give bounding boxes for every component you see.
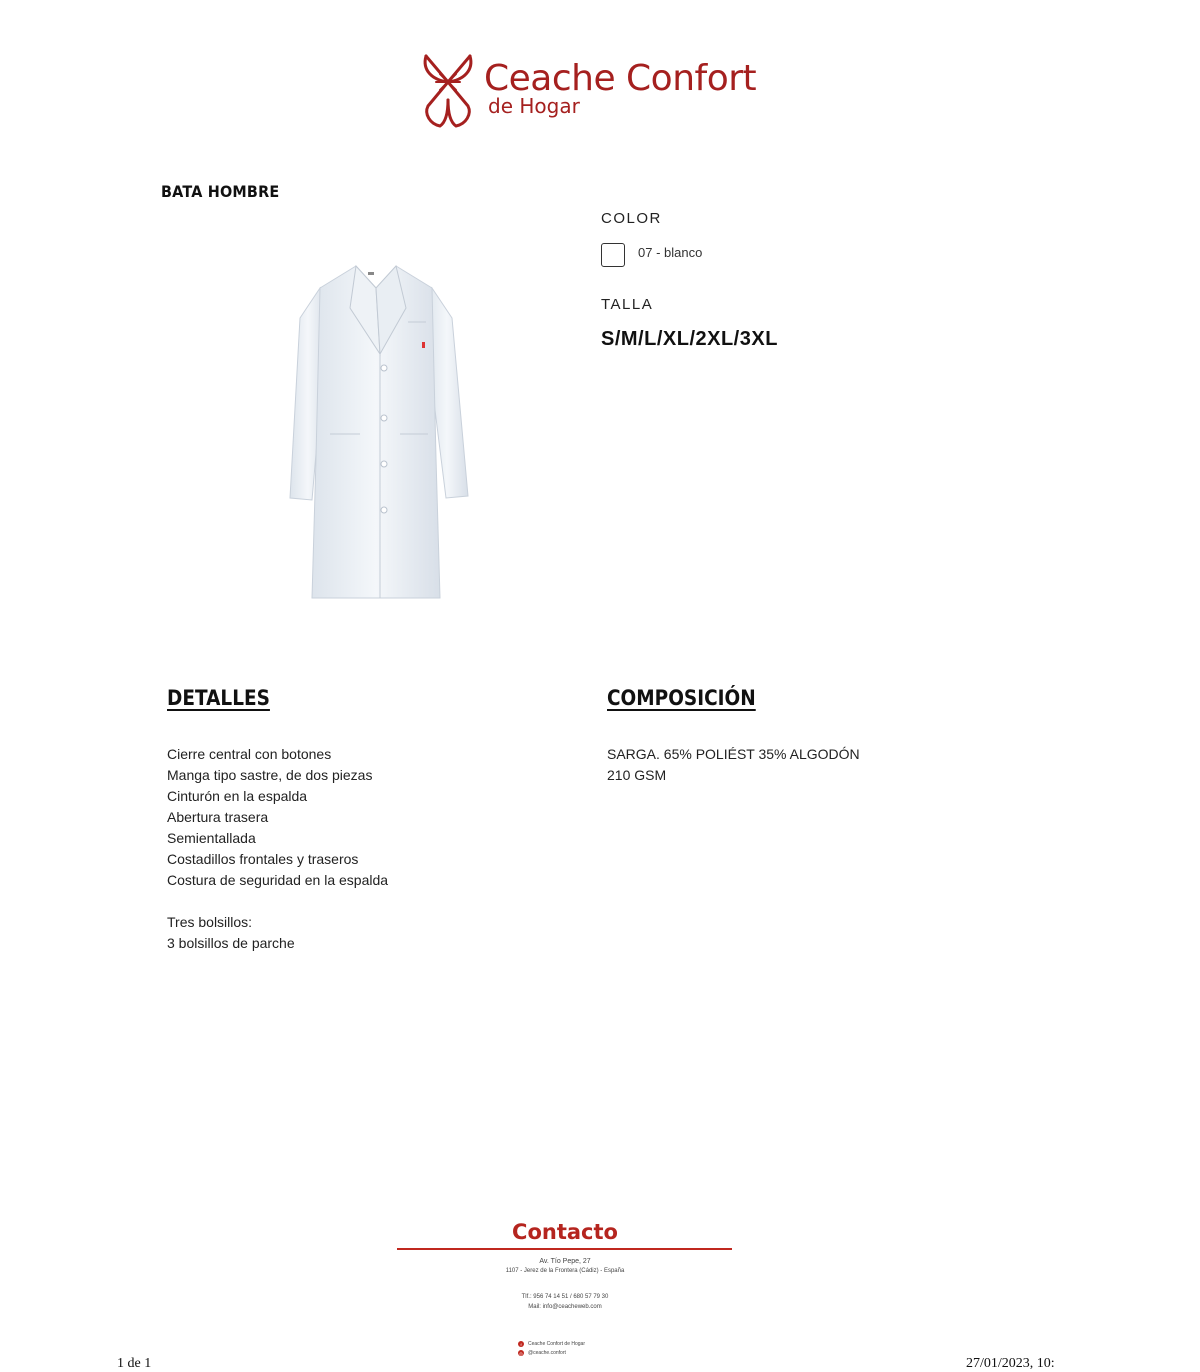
list-item: Abertura trasera [167,809,269,825]
list-item: Cierre central con botones [167,746,332,762]
print-page-number: 1 de 1 [117,1356,152,1371]
social-facebook[interactable] [518,1341,585,1347]
color-label: COLOR [601,210,662,227]
size-label: TALLA [601,296,654,313]
product-title: BATA HOMBRE [161,182,280,201]
composition-list [607,744,860,786]
contact-email[interactable]: Mail: info@ceacheweb.com [528,1304,602,1310]
social-instagram[interactable] [518,1350,566,1356]
social-instagram-label: @ceache.confort [528,1350,566,1356]
brand-subtitle: de Hogar [488,94,580,118]
list-item: Cinturón en la espalda [167,788,308,804]
contact-divider [397,1248,732,1250]
color-swatch-blanco[interactable] [601,243,625,267]
composition-heading: COMPOSICIÓN [607,686,756,710]
composition-line: 210 GSM [607,767,667,783]
color-option-label: 07 - blanco [638,245,703,260]
details-list [167,744,388,891]
brand-logo-icon [418,52,478,130]
contact-title: Contacto [512,1220,618,1244]
details-heading: DETALLES [167,686,270,710]
contact-phone: Tlf.: 956 74 14 51 / 680 57 79 30 [521,1294,609,1300]
size-list: S/M/L/XL/2XL/3XL [601,328,778,350]
list-item: Costadillos frontales y traseros [167,851,359,867]
facebook-icon: f [518,1341,524,1347]
list-item: Semientallada [167,830,256,846]
print-date: 27/01/2023, 10: [966,1356,1055,1371]
list-item: Manga tipo sastre, de dos piezas [167,767,373,783]
composition-line: SARGA. 65% POLIÉST 35% ALGODÓN [607,746,860,762]
pockets-title: Tres bolsillos: [167,914,253,930]
pockets-info [167,912,295,954]
brand-name: Ceache Confort [484,58,757,99]
instagram-icon: ◎ [519,1350,523,1356]
product-image-lab-coat [276,258,476,603]
pockets-detail: 3 bolsillos de parche [167,935,295,951]
social-facebook-label: Ceache Confort de Hogar [528,1341,585,1347]
list-item: Costura de seguridad en la espalda [167,872,389,888]
contact-address-line1: Av. Tío Pepe, 27 [539,1258,591,1265]
contact-address-line2: 1107 - Jerez de la Frontera (Cádiz) - España [505,1268,625,1274]
